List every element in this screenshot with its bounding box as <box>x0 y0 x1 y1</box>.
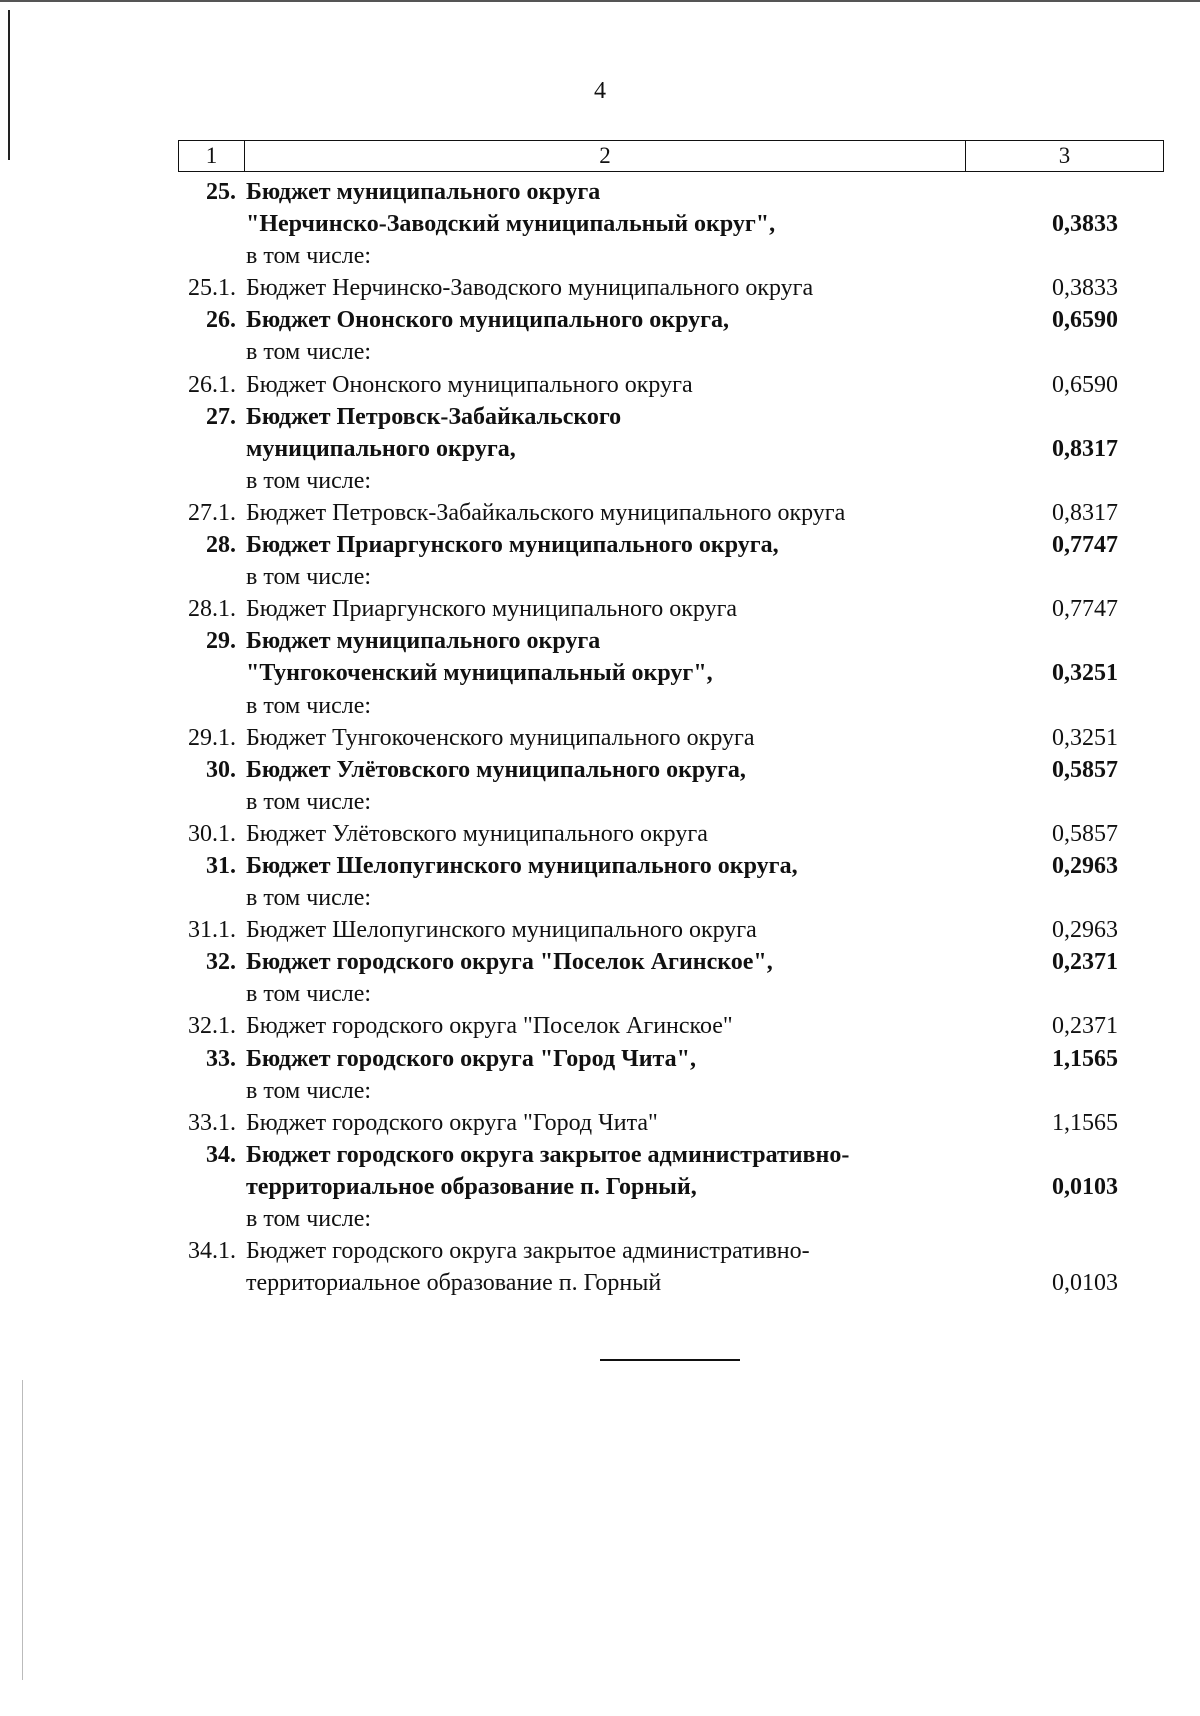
scan-edge-top <box>0 0 1200 2</box>
row-number: 29.1. <box>188 724 236 751</box>
row-description-line: Бюджет муниципального округа <box>246 628 601 655</box>
row-description <box>246 497 986 529</box>
budget-subitem-row <box>178 1010 1118 1042</box>
row-value: 0,2371 <box>1052 1013 1118 1040</box>
row-number: 33. <box>206 1045 236 1072</box>
row-description <box>246 625 986 721</box>
row-description-line: Бюджет Петровск-Забайкальского муниципального округа <box>246 499 846 526</box>
row-including-label: в том числе: <box>246 885 372 912</box>
row-number: 30. <box>206 756 236 783</box>
budget-section-row <box>178 176 1118 272</box>
row-including-label: в том числе: <box>246 1206 372 1232</box>
column-1-header: 1 <box>179 141 245 171</box>
budget-section-row <box>178 754 1118 818</box>
column-3-header: 3 <box>1058 143 1071 168</box>
row-description-line: Бюджет Ононского муниципального округа, <box>246 307 730 334</box>
row-number: 34. <box>206 1141 236 1168</box>
row-number: 29. <box>206 628 236 655</box>
row-value: 0,0103 <box>1052 1270 1118 1297</box>
row-description <box>246 176 986 272</box>
row-value: 0,6590 <box>1052 371 1118 398</box>
row-value: 0,3833 <box>1052 275 1118 302</box>
row-description-line: Бюджет Улётовского муниципального округа, <box>246 756 746 783</box>
row-description <box>246 593 986 625</box>
row-number: 25.1. <box>188 275 236 302</box>
row-description-line: Бюджет городского округа "Город Чита", <box>246 1045 696 1072</box>
row-number: 34.1. <box>188 1238 236 1265</box>
row-description-line: Бюджет городского округа закрытое административно- <box>246 1141 850 1168</box>
row-description <box>246 369 986 401</box>
row-description <box>246 914 986 946</box>
row-description <box>246 1010 986 1042</box>
row-description <box>246 754 986 818</box>
row-description-line: Бюджет Приаргунского муниципального округа <box>246 596 738 623</box>
row-description <box>246 401 986 497</box>
row-description-line: Бюджет городского округа "Город Чита" <box>246 1109 658 1136</box>
row-description-line: "Тунгокоченский муниципальный округ", <box>246 660 713 687</box>
row-description-line: Бюджет муниципального округа <box>246 179 601 205</box>
row-description <box>246 304 986 368</box>
budget-subitem-row <box>178 369 1118 401</box>
row-value: 0,3251 <box>1052 660 1118 687</box>
row-description <box>246 1139 986 1235</box>
row-number: 32. <box>206 949 236 976</box>
budget-section-row <box>178 401 1118 497</box>
budget-section-row <box>178 625 1118 721</box>
column-2-header: 2 <box>245 141 966 171</box>
row-description-line: Бюджет Улётовского муниципального округа <box>246 820 708 847</box>
row-description-line: Бюджет Ононского муниципального округа <box>246 371 693 398</box>
row-description-line: Бюджет Тунгокоченского муниципального округа <box>246 724 755 751</box>
row-description <box>246 818 986 850</box>
table-column-header <box>178 140 1164 172</box>
row-description-line: Бюджет городского округа "Поселок Агинское" <box>246 1013 733 1040</box>
row-value: 0,2963 <box>1052 917 1118 944</box>
scan-edge-left-lower <box>22 1380 23 1680</box>
row-number: 26. <box>206 307 236 334</box>
budget-section-row <box>178 946 1118 1010</box>
row-description-line: муниципального округа, <box>246 435 516 462</box>
budget-subitem-row <box>178 593 1118 625</box>
budget-subitem-row <box>178 1235 1118 1299</box>
row-description <box>246 722 986 754</box>
row-including-label: в том числе: <box>246 692 372 719</box>
row-number: 31. <box>206 852 236 879</box>
row-description-line: Бюджет Приаргунского муниципального округа, <box>246 532 779 559</box>
row-value: 0,5857 <box>1052 820 1118 847</box>
row-value: 0,8317 <box>1052 435 1118 462</box>
row-number: 28.1. <box>188 596 236 623</box>
row-description-line: Бюджет городского округа "Поселок Агинское", <box>246 949 773 976</box>
row-description <box>246 1043 986 1107</box>
row-including-label: в том числе: <box>246 564 372 591</box>
row-number: 27. <box>206 403 236 430</box>
row-value: 0,7747 <box>1052 596 1118 623</box>
row-value: 1,1565 <box>1052 1045 1118 1072</box>
budget-section-row <box>178 1139 1118 1235</box>
row-including-label: в том числе: <box>246 243 372 270</box>
row-including-label: в том числе: <box>246 981 372 1008</box>
row-description-line: территориальное образование п. Горный, <box>246 1173 697 1200</box>
row-value: 0,2371 <box>1052 949 1118 976</box>
row-including-label: в том числе: <box>246 467 372 494</box>
row-including-label: в том числе: <box>246 788 372 815</box>
row-number: 33.1. <box>188 1109 236 1136</box>
budget-section-row <box>178 304 1118 368</box>
row-description <box>246 272 986 304</box>
budget-subitem-row <box>178 914 1118 946</box>
row-value: 0,6590 <box>1052 307 1118 334</box>
row-description-line: Бюджет Шелопугинского муниципального округа, <box>246 852 798 879</box>
row-value: 0,3251 <box>1052 724 1118 751</box>
row-description-line: Бюджет городского округа закрытое административно- <box>246 1238 810 1265</box>
row-description-line: Бюджет Петровск-Забайкальского <box>246 403 622 430</box>
budget-subitem-row <box>178 722 1118 754</box>
row-description-line: "Нерчинско-Заводский муниципальный округ", <box>246 211 776 238</box>
row-description <box>246 1235 986 1299</box>
row-description <box>246 529 986 593</box>
page-number: 4 <box>594 78 606 104</box>
budget-section-row <box>178 529 1118 593</box>
row-number: 28. <box>206 532 236 559</box>
row-number: 30.1. <box>188 820 236 847</box>
row-number: 25. <box>206 179 236 205</box>
budget-subitem-row <box>178 818 1118 850</box>
row-description-line: Бюджет Шелопугинского муниципального округа <box>246 917 757 944</box>
end-of-document-rule <box>600 1359 740 1361</box>
budget-subitem-row <box>178 272 1118 304</box>
row-description <box>246 850 986 914</box>
row-value: 0,3833 <box>1052 211 1118 238</box>
row-including-label: в том числе: <box>246 1077 372 1104</box>
row-description <box>246 946 986 1010</box>
row-description-line: территориальное образование п. Горный <box>246 1270 662 1297</box>
row-value: 0,7747 <box>1052 532 1118 559</box>
row-including-label: в том числе: <box>246 339 372 366</box>
row-value: 0,5857 <box>1052 756 1118 783</box>
row-value: 0,0103 <box>1052 1173 1118 1200</box>
row-number: 32.1. <box>188 1013 236 1040</box>
row-description <box>246 1107 986 1139</box>
row-value: 0,2963 <box>1052 852 1118 879</box>
row-value: 0,8317 <box>1052 499 1118 526</box>
budget-section-row <box>178 850 1118 914</box>
budget-subitem-row <box>178 497 1118 529</box>
row-description-line: Бюджет Нерчинско-Заводского муниципального округа <box>246 275 814 302</box>
row-number: 27.1. <box>188 499 236 526</box>
budget-section-row <box>178 1043 1118 1107</box>
row-number: 31.1. <box>188 917 236 944</box>
budget-subitem-row <box>178 1107 1118 1139</box>
row-number: 26.1. <box>188 371 236 398</box>
row-value: 1,1565 <box>1052 1109 1118 1136</box>
budget-table-body <box>178 176 1118 1299</box>
